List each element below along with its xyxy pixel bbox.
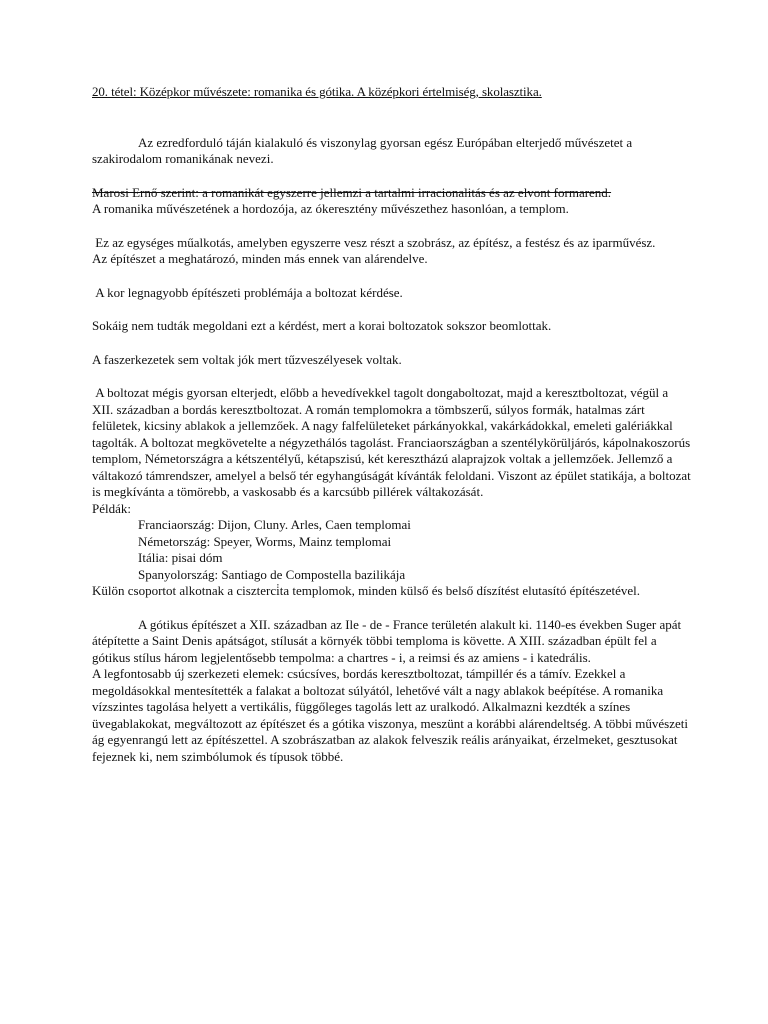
spacer bbox=[92, 368, 692, 385]
paragraph-carrier: A romanika művészetének a hordozója, az ókeresztény művészethez hasonlóan, a templom. bbox=[92, 201, 569, 216]
paragraph-intro: Az ezredforduló táján kialakuló és viszonylag gyorsan egész Európában elterjedő művészetet a szakirodalom romanikának nevezi. bbox=[92, 134, 633, 166]
spacer bbox=[92, 218, 692, 235]
spacer bbox=[92, 168, 692, 185]
page-title: 20. tétel: Középkor művészete: romanika és gótika. A középkori értelmiség, skolasztika. bbox=[92, 84, 542, 99]
paragraph-architecture: Az építészet a meghatározó, minden más ennek van alárendelve. bbox=[92, 251, 428, 266]
paragraph-unity: Ez az egységes műalkotás, amelyben egyszerre vesz részt a szobrász, az építész, a festész és az iparművész. bbox=[92, 234, 656, 250]
paragraph-gothic-elements: A legfontosabb új szerkezeti elemek: csúcsíves, bordás keresztboltozat, támpillér és a támív. Ezekkel a megoldásokkal mentesítették a falakat a boltozat súlyától, lehetővé vált a nagy ablakok beépítése. A romanika vízszintes tagolása helyett a vertikális, függőleges tagolás lett az uralkodó. Alkalmazni kezdték a színes üvegablakokat, megváltozott az építészet és a gótika viszonya, meszünt a korábbi alárendeltség. A többi művészeti ág egyenrangú lett az építészettel. A szobrászatban az alakok felveszik reális arányaikat, érzelmeket, gesztusokat fejeznek ki, nem szimbólumok és típusok többé. bbox=[92, 666, 689, 764]
paragraph-cistercian: Külön csoportot alkotnak a ciszterci̇ta templomok, minden külső és belső díszítést elutasító építészetével. bbox=[92, 583, 641, 598]
example-france: Franciaország: Dijon, Cluny. Arles, Caen templomai bbox=[138, 517, 411, 532]
examples-label: Példák: bbox=[92, 500, 131, 516]
paragraph-collapse: Sokáig nem tudták megoldani ezt a kérdést, mert a korai boltozatok sokszor beomlottak. bbox=[92, 318, 552, 333]
spacer bbox=[92, 301, 692, 318]
example-spain: Spanyolország: Santiago de Compostella bazilikája bbox=[138, 566, 406, 582]
spacer bbox=[92, 335, 692, 352]
document-page bbox=[92, 84, 695, 765]
spacer bbox=[92, 268, 692, 285]
paragraph-vault: A boltozat mégis gyorsan elterjedt, előbb a hevedívekkel tagolt dongaboltozat, majd a keresztboltozat, végül a XII. században a bordás keresztboltozat. A román templomokra a tömbszerű, súlyos formák, hatalmas zárt felületek, kicsiny ablakok a jellemzőek. A nagy falfelületeket párkányokkal, vakárkádokkal, emeleti galériákkal tagolták. A boltozat megkövetelte a négyzethálós tagolást. Franciaországban a szentélykörüljárós, kápolnakoszorús templom, Németországra a kétszentélyű, kétapszisú, két keresztházú alaprajzok voltak a jellemzőek. Jellemző a váltakozó támrendszer, amelyel a belső tér egyhangúságát kívánták feloldani. Viszont az épület statikája, a boltozat is megkívánta a tömörebb, a vaskosabb és a karcsúbb pillérek váltakozását. bbox=[92, 385, 695, 499]
spacer bbox=[92, 600, 692, 617]
paragraph-wood: A faszerkezetek sem voltak jók mert tűzveszélyesek voltak. bbox=[92, 351, 402, 367]
paragraph-struck: Marosi Ernő szerint: a romanikát egyszerre jellemzi a tartalmi irracionalitás és az elvont formarend. bbox=[92, 184, 612, 200]
example-germany: Németország: Speyer, Worms, Mainz templomai bbox=[138, 533, 392, 549]
paragraph-problem: A kor legnagyobb építészeti problémája a boltozat kérdése. bbox=[92, 284, 403, 300]
paragraph-gothic: A gótikus építészet a XII. században az Ile - de - France területén alakult ki. 1140-es években Suger apát átépítette a Saint Denis apátságot, stílusát a környék többi temploma is követte. A XIII. században épült fel a gótikus stílus három legjelentősebb tempolma: a chartres - i, a reimsi és az amiens - i katedrális. bbox=[92, 616, 682, 665]
example-italy: Itália: pisai dóm bbox=[138, 550, 223, 565]
